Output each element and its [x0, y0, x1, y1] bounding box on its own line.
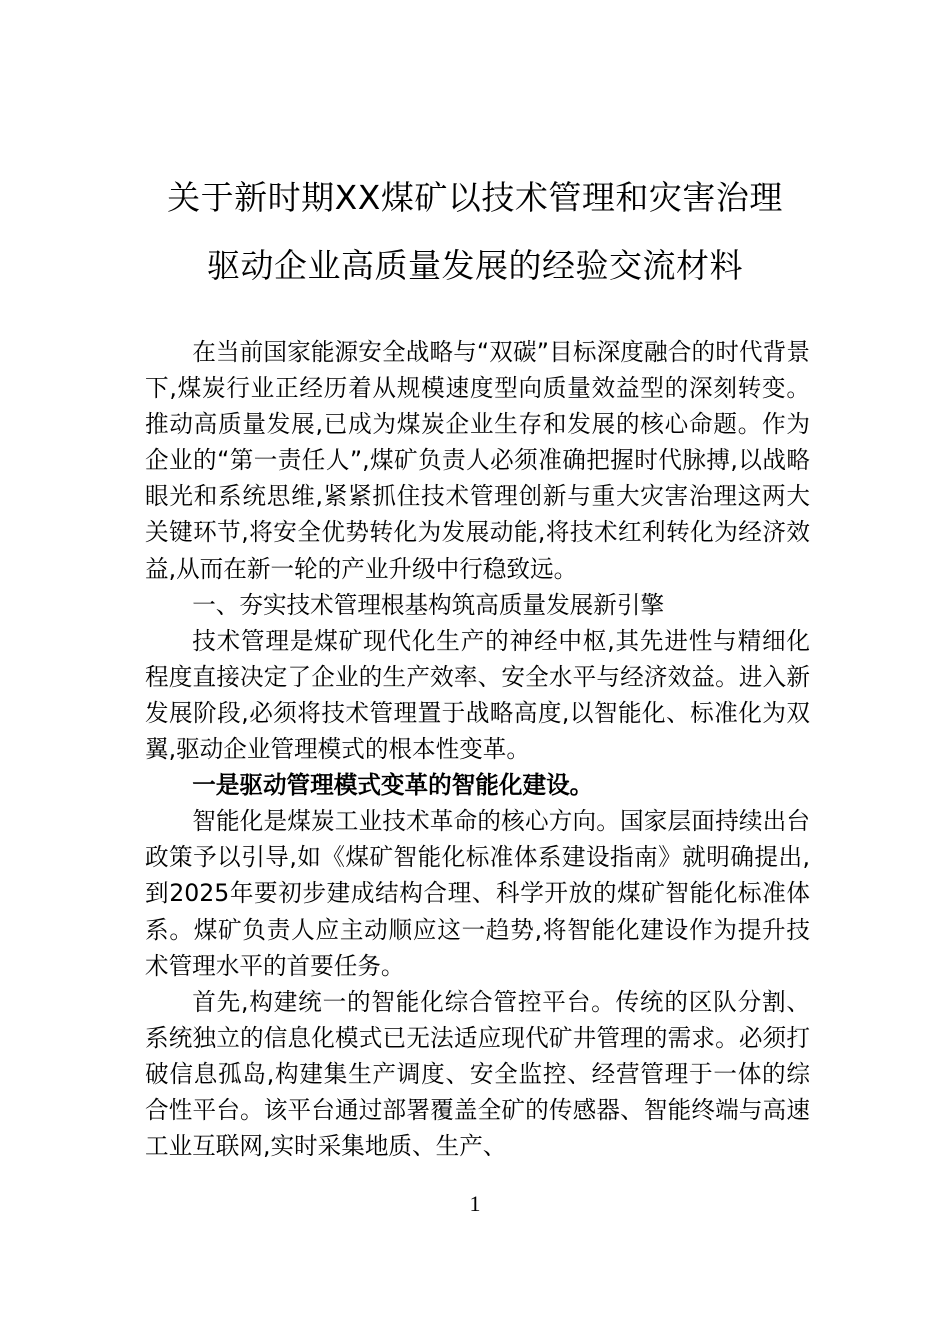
paragraph-intro: 在当前国家能源安全战略与“双碳”目标深度融合的时代背景下,煤炭行业正经历着从规模速度型向质量效益型的深刻转变。推动高质量发展,已成为煤炭企业生存和发展的核心命题。作为企业的“第一责任人”,煤矿负责人必须准确把握时代脉搏,以战略眼光和系统思维,紧紧抓住技术管理创新与重大灾害治理这两大关键环节,将安全优势转化为发展动能,将技术红利转化为经济效益,从而在新一轮的产业升级中行稳致远。	[145, 338, 810, 583]
document-title-line-2: 驱动企业高质量发展的经验交流材料	[207, 246, 743, 285]
paragraph-tech-management: 技术管理是煤矿现代化生产的神经中枢,其先进性与精细化程度直接决定了企业的生产效率、安全水平与经济效益。进入新发展阶段,必须将技术管理置于战略高度,以智能化、标准化为双翼,驱动企业管理模式的根本性变革。	[145, 626, 810, 764]
paragraph-platform: 首先,构建统一的智能化综合管控平台。传统的区队分割、系统独立的信息化模式已无法适应现代矿井管理的需求。必须打破信息孤岛,构建集生产调度、安全监控、经营管理于一体的综合性平台。该平台通过部署覆盖全矿的传感器、智能终端与高速工业互联网,实时采集地质、生产、	[145, 987, 810, 1161]
document-title-line-1: 关于新时期XX煤矿以技术管理和灾害治理	[167, 178, 783, 217]
section-heading-1: 一、夯实技术管理根基构筑高质量发展新引擎	[192, 590, 665, 619]
page-number: 1	[469, 1191, 481, 1216]
subheading-intelligent-construction: 一是驱动管理模式变革的智能化建设。	[192, 771, 594, 800]
document-body	[145, 334, 810, 1164]
paragraph-intelligence: 智能化是煤炭工业技术革命的核心方向。国家层面持续出台政策予以引导,如《煤矿智能化标准体系建设指南》就明确提出,到2025年要初步建成结构合理、科学开放的煤矿智能化标准体系。煤矿负责人应主动顺应这一趋势,将智能化建设作为提升技术管理水平的首要任务。	[145, 807, 810, 980]
